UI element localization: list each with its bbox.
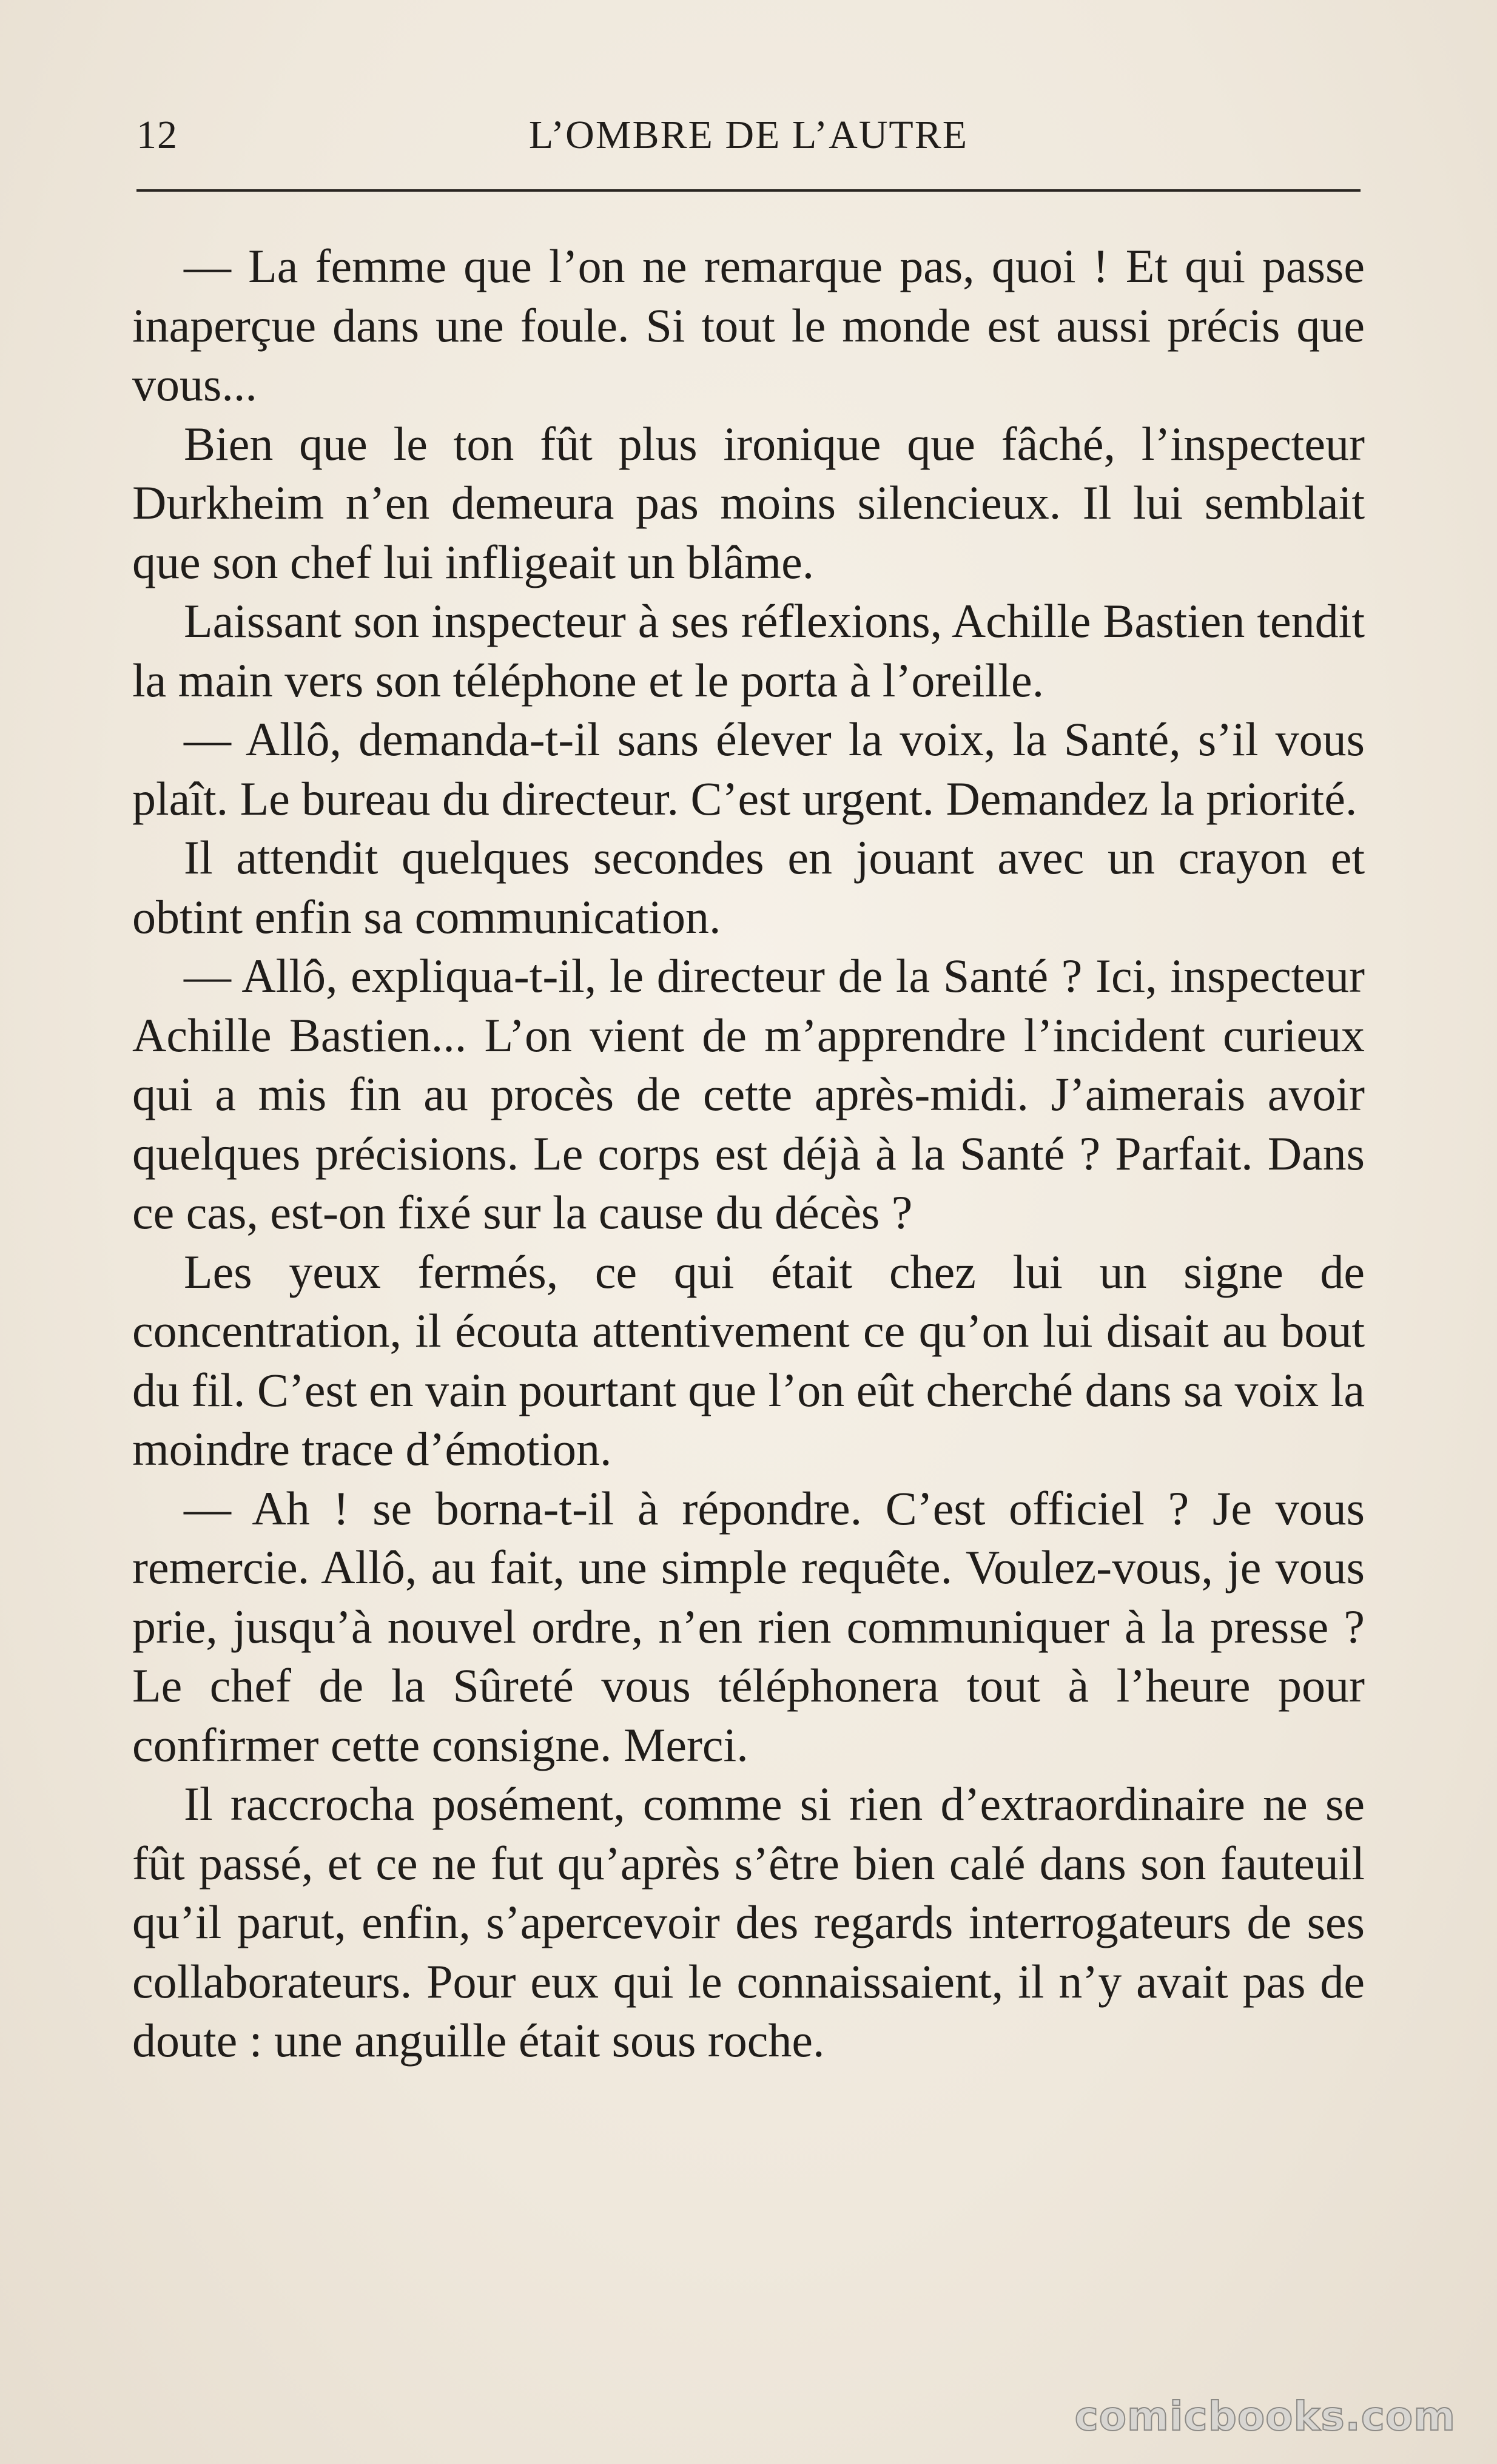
- paragraph: Il raccrocha posément, comme si rien d’extraordinaire ne se fût passé, et ce ne fut qu’après s’être bien calé dans son fauteuil qu’il parut, enfin, s’apercevoir des regards interrogateurs de ses collaborateurs. Pour eux qui le connaissaient, il n’y avait pas de doute : une anguille était sous roche.: [132, 1777, 1365, 2067]
- paragraph: Les yeux fermés, ce qui était chez lui un signe de concentration, il écouta attentivement ce qu’on lui disait au bout du fil. C’est en vain pourtant que l’on eût cherché dans sa voix la moindre trace d’émotion.: [132, 1245, 1365, 1475]
- paragraph: Bien que le ton fût plus ironique que fâché, l’inspecteur Durkheim n’en demeura pas moins silencieux. Il lui semblait que son chef lui infligeait un blâme.: [132, 417, 1365, 588]
- paragraph: — Allô, demanda-t-il sans élever la voix, la Santé, s’il vous plaît. Le bureau du directeur. C’est urgent. Demandez la priorité.: [132, 713, 1365, 825]
- paragraph: Il attendit quelques secondes en jouant avec un crayon et obtint enfin sa communication.: [132, 831, 1365, 943]
- paragraph: Laissant son inspecteur à ses réflexions, Achille Bastien tendit la main vers son téléphone et le porta à l’oreille.: [132, 594, 1365, 707]
- page-number: 12: [136, 113, 178, 157]
- paragraph: — Allô, expliqua-t-il, le directeur de la Santé ? Ici, inspecteur Achille Bastien... L’on vient de m’apprendre l’incident curieux qui a mis fin au procès de cette après-midi. J’aimerais avoir quelques précisions. Le corps est déjà à la Santé ? Parfait. Dans ce cas, est-on fixé sur la cause du décès ?: [132, 949, 1365, 1239]
- watermark: comicbooks.com: [1074, 2393, 1456, 2440]
- running-title: L’OMBRE DE L’AUTRE: [528, 113, 969, 157]
- page-header: [136, 106, 1361, 164]
- body-text: [132, 237, 1365, 2070]
- header-rule: [136, 189, 1361, 192]
- paragraph: — Ah ! se borna-t-il à répondre. C’est officiel ? Je vous remercie. Allô, au fait, une simple requête. Voulez-vous, je vous prie, jusqu’à nouvel ordre, n’en rien communiquer à la presse ? Le chef de la Sûreté vous téléphonera tout à l’heure pour confirmer cette consigne. Merci.: [132, 1481, 1365, 1771]
- paragraph: — La femme que l’on ne remarque pas, quoi ! Et qui passe inaperçue dans une foule. Si tout le monde est aussi précis que vous...: [132, 240, 1365, 411]
